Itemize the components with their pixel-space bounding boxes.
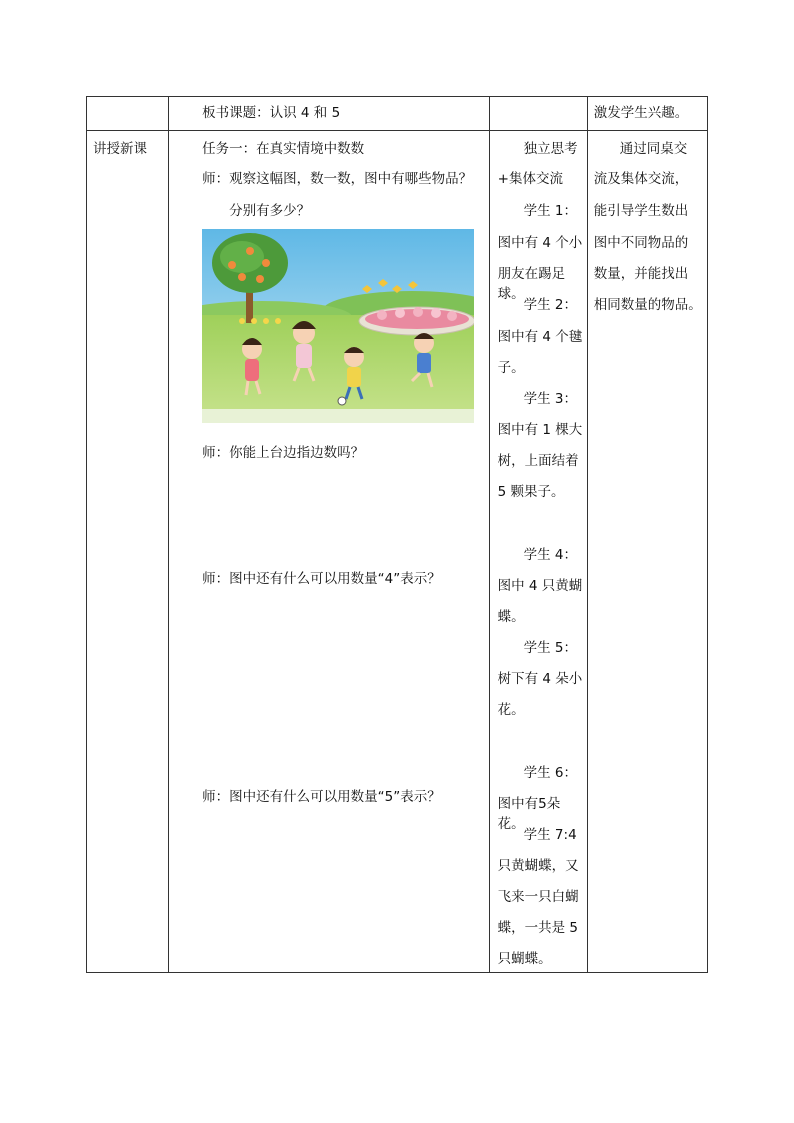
- intent-top-text: 激发学生兴趣。: [593, 105, 689, 121]
- student-2-head: 学生 2：: [523, 297, 578, 313]
- student-4-line: 图中 4 只黄蝴: [497, 578, 583, 594]
- intent-line: 流及集体交流，: [593, 171, 689, 187]
- student-6-head: 学生 6：: [523, 765, 578, 781]
- cell-stage-empty: [87, 97, 169, 131]
- intent-line: 通过同桌交: [619, 141, 688, 157]
- cell-board-title: [169, 97, 490, 131]
- cell-student-activity: [489, 131, 587, 973]
- activity-line: +集体交流: [497, 171, 563, 187]
- student-7-line: 只蝴蝶。: [497, 951, 552, 967]
- student-4-line: 蝶。: [497, 609, 525, 625]
- intent-line: 相同数量的物品。: [593, 297, 702, 313]
- student-3-head: 学生 3：: [523, 391, 578, 407]
- student-4-head: 学生 4：: [523, 547, 578, 563]
- cell-activity-empty: [489, 97, 587, 131]
- activity-line: 独立思考: [523, 141, 578, 157]
- cell-design-intent: [587, 131, 707, 973]
- student-3-line: 5 颗果子。: [497, 484, 565, 500]
- student-2-line: 图中有 4 个毽: [497, 329, 583, 345]
- student-1-head: 学生 1：: [523, 203, 578, 219]
- teacher-question-3: 师：图中还有什么可以用数量“4”表示？: [202, 571, 441, 587]
- task-title: 任务一：在真实情境中数数: [202, 141, 365, 157]
- illustration-kids-playing: [202, 229, 474, 423]
- student-5-head: 学生 5：: [523, 640, 578, 656]
- teacher-question-4: 师：图中还有什么可以用数量“5”表示？: [202, 789, 441, 805]
- teacher-question-2: 师：你能上台边指边数吗？: [202, 445, 365, 461]
- student-7-line: 蝶，一共是 5: [497, 920, 579, 936]
- student-2-line: 子。: [497, 360, 525, 376]
- cell-intent-top: [587, 97, 707, 131]
- student-3-line: 树，上面结着: [497, 453, 579, 469]
- student-5-line: 树下有 4 朵小: [497, 671, 583, 687]
- student-3-line: 图中有 1 棵大: [497, 422, 583, 438]
- board-title-text: 板书课题：认识 4 和 5: [202, 105, 341, 121]
- student-6-line: 图中有5朵花。: [497, 796, 561, 832]
- student-7-head: 学生 7:4: [523, 827, 577, 843]
- teacher-question-1: 师：观察这幅图，数一数，图中有哪些物品？: [202, 171, 473, 187]
- student-1-line: 图中有 4 个小: [497, 235, 583, 251]
- student-7-line: 飞来一只白蝴: [497, 889, 579, 905]
- student-7-line: 只黄蝴蝶，又: [497, 858, 579, 874]
- intent-line: 数量，并能找出: [593, 266, 689, 282]
- lesson-plan-table: [86, 96, 708, 973]
- table-row: [87, 131, 708, 973]
- cell-stage: [87, 131, 169, 973]
- intent-line: 能引导学生数出: [593, 203, 689, 219]
- table-row: [87, 97, 708, 131]
- student-1-line: 朋友在踢足球。: [497, 266, 566, 302]
- intent-line: 图中不同物品的: [593, 235, 689, 251]
- student-5-line: 花。: [497, 702, 525, 718]
- cell-teacher-content: [169, 131, 490, 973]
- stage-label: 讲授新课: [93, 141, 147, 157]
- teacher-question-1b: 分别有多少？: [229, 203, 311, 219]
